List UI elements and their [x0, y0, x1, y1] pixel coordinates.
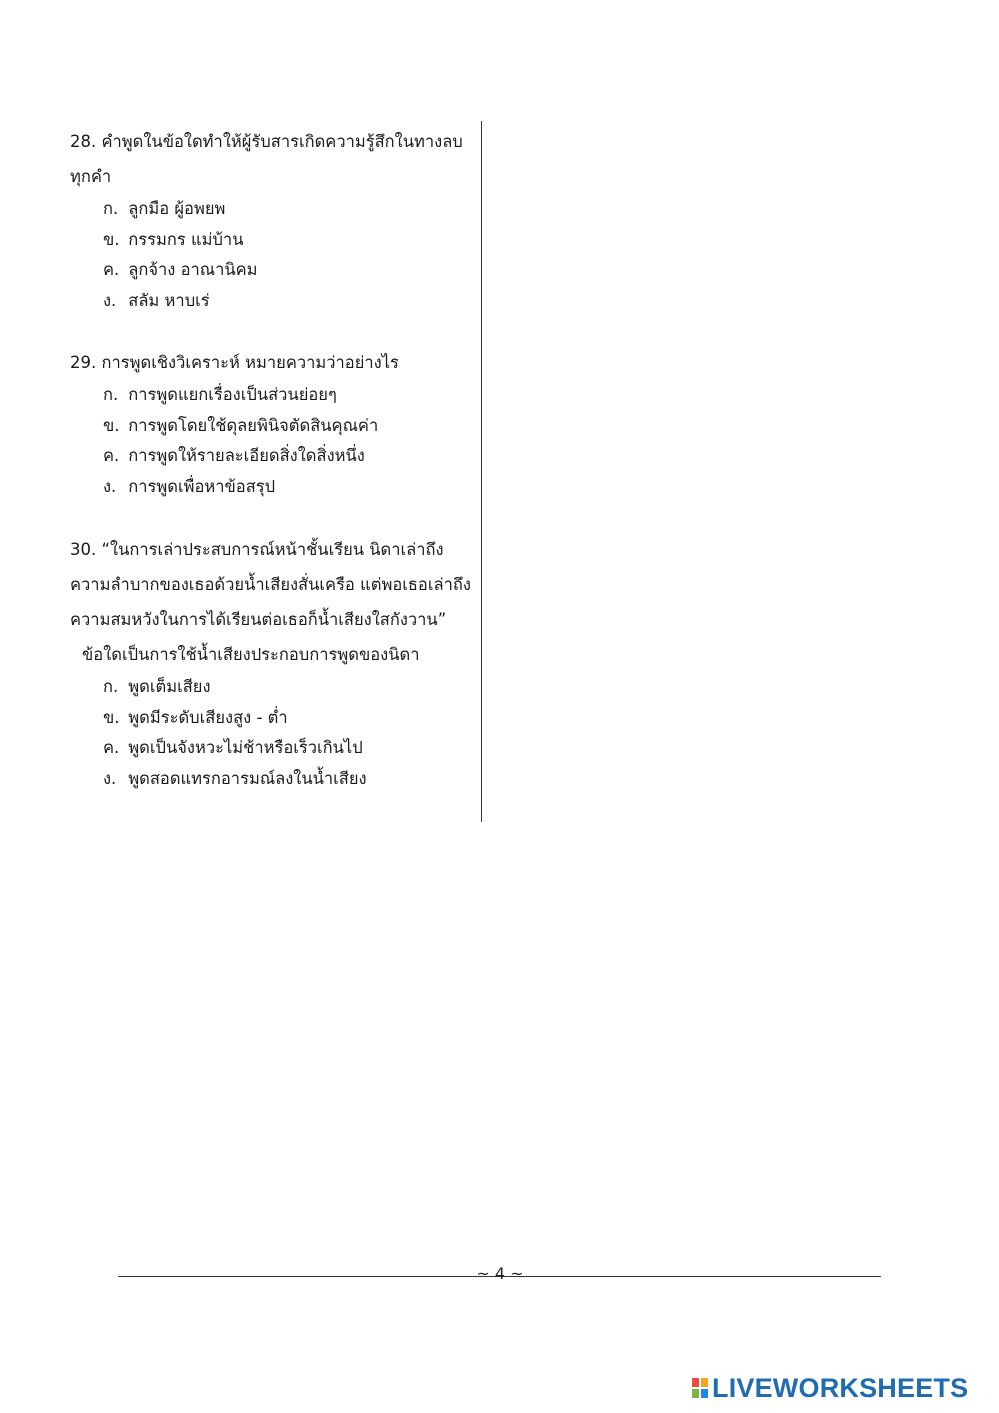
option-b[interactable] [70, 411, 399, 442]
option-letter: ค. [103, 738, 120, 757]
option-b[interactable] [70, 703, 471, 734]
option-letter: ค. [103, 260, 120, 279]
liveworksheets-logo [691, 1373, 968, 1403]
option-b[interactable] [70, 225, 463, 256]
option-letter: ก. [103, 677, 119, 696]
option-letter: ข. [103, 707, 120, 727]
option-letter: ก. [103, 385, 119, 404]
option-text: สลัม หาบเร่ [128, 290, 210, 310]
option-c[interactable] [70, 255, 463, 286]
option-letter: ง. [103, 290, 117, 310]
option-c[interactable] [70, 441, 399, 472]
option-letter: ง. [103, 768, 117, 788]
question-29 [70, 345, 399, 502]
question-stem-line: ความลำบากของเธอด้วยน้ำเสียงสั่นเครือ แต่พอเธอเล่าถึง [70, 575, 471, 594]
question-stem-line: ทุกคำ [70, 167, 112, 186]
logo-square-icon [691, 1377, 700, 1388]
option-text: พูดมีระดับเสียงสูง - ต่ำ [128, 707, 288, 727]
question-prompt-line: ข้อใดเป็นการใช้น้ำเสียงประกอบการพูดของนิดา [82, 645, 420, 664]
question-28 [70, 124, 463, 316]
option-letter: ง. [103, 476, 117, 496]
question-stem-line: 28. คำพูดในข้อใดทำให้ผู้รับสารเกิดความรู้สึกในทางลบ [70, 132, 463, 151]
question-stem-line: 29. การพูดเชิงวิเคราะห์ หมายความว่าอย่างไร [70, 353, 399, 372]
option-a[interactable] [70, 194, 463, 225]
brand-name: LIVEWORKSHEETS [712, 1372, 969, 1403]
option-text: พูดเต็มเสียง [128, 677, 211, 696]
logo-square-icon [700, 1388, 709, 1399]
question-stem-line: ความสมหวังในการได้เรียนต่อเธอก็น้ำเสียงใสกังวาน” [70, 610, 447, 629]
option-a[interactable] [70, 672, 471, 703]
question-30 [70, 532, 471, 794]
logo-square-icon [691, 1388, 700, 1399]
option-c[interactable] [70, 733, 471, 764]
option-text: ลูกจ้าง อาณานิคม [128, 260, 258, 279]
option-text: การพูดแยกเรื่องเป็นส่วนย่อยๆ [128, 385, 337, 404]
option-letter: ก. [103, 199, 119, 218]
question-stem-line: 30. “ในการเล่าประสบการณ์หน้าชั้นเรียน นิดาเล่าถึง [70, 540, 444, 559]
option-text: กรรมกร แม่บ้าน [128, 229, 244, 249]
option-letter: ข. [103, 415, 120, 435]
option-text: การพูดให้รายละเอียดสิ่งใดสิ่งหนึ่ง [128, 446, 365, 465]
option-letter: ค. [103, 446, 120, 465]
liveworksheets-icon [691, 1377, 709, 1399]
option-text: พูดเป็นจังหวะไม่ช้าหรือเร็วเกินไป [128, 738, 363, 757]
option-d[interactable] [70, 472, 399, 503]
column-divider [481, 121, 482, 822]
option-letter: ข. [103, 229, 120, 249]
option-text: ลูกมือ ผู้อพยพ [128, 199, 226, 218]
logo-square-icon [700, 1377, 709, 1388]
page-number: ~ 4 ~ [476, 1264, 524, 1283]
option-d[interactable] [70, 286, 463, 317]
option-a[interactable] [70, 380, 399, 411]
option-text: พูดสอดแทรกอารมณ์ลงในน้ำเสียง [128, 768, 367, 788]
option-d[interactable] [70, 764, 471, 795]
option-text: การพูดโดยใช้ดุลยพินิจตัดสินคุณค่า [128, 415, 379, 435]
option-text: การพูดเพื่อหาข้อสรุป [128, 476, 276, 496]
